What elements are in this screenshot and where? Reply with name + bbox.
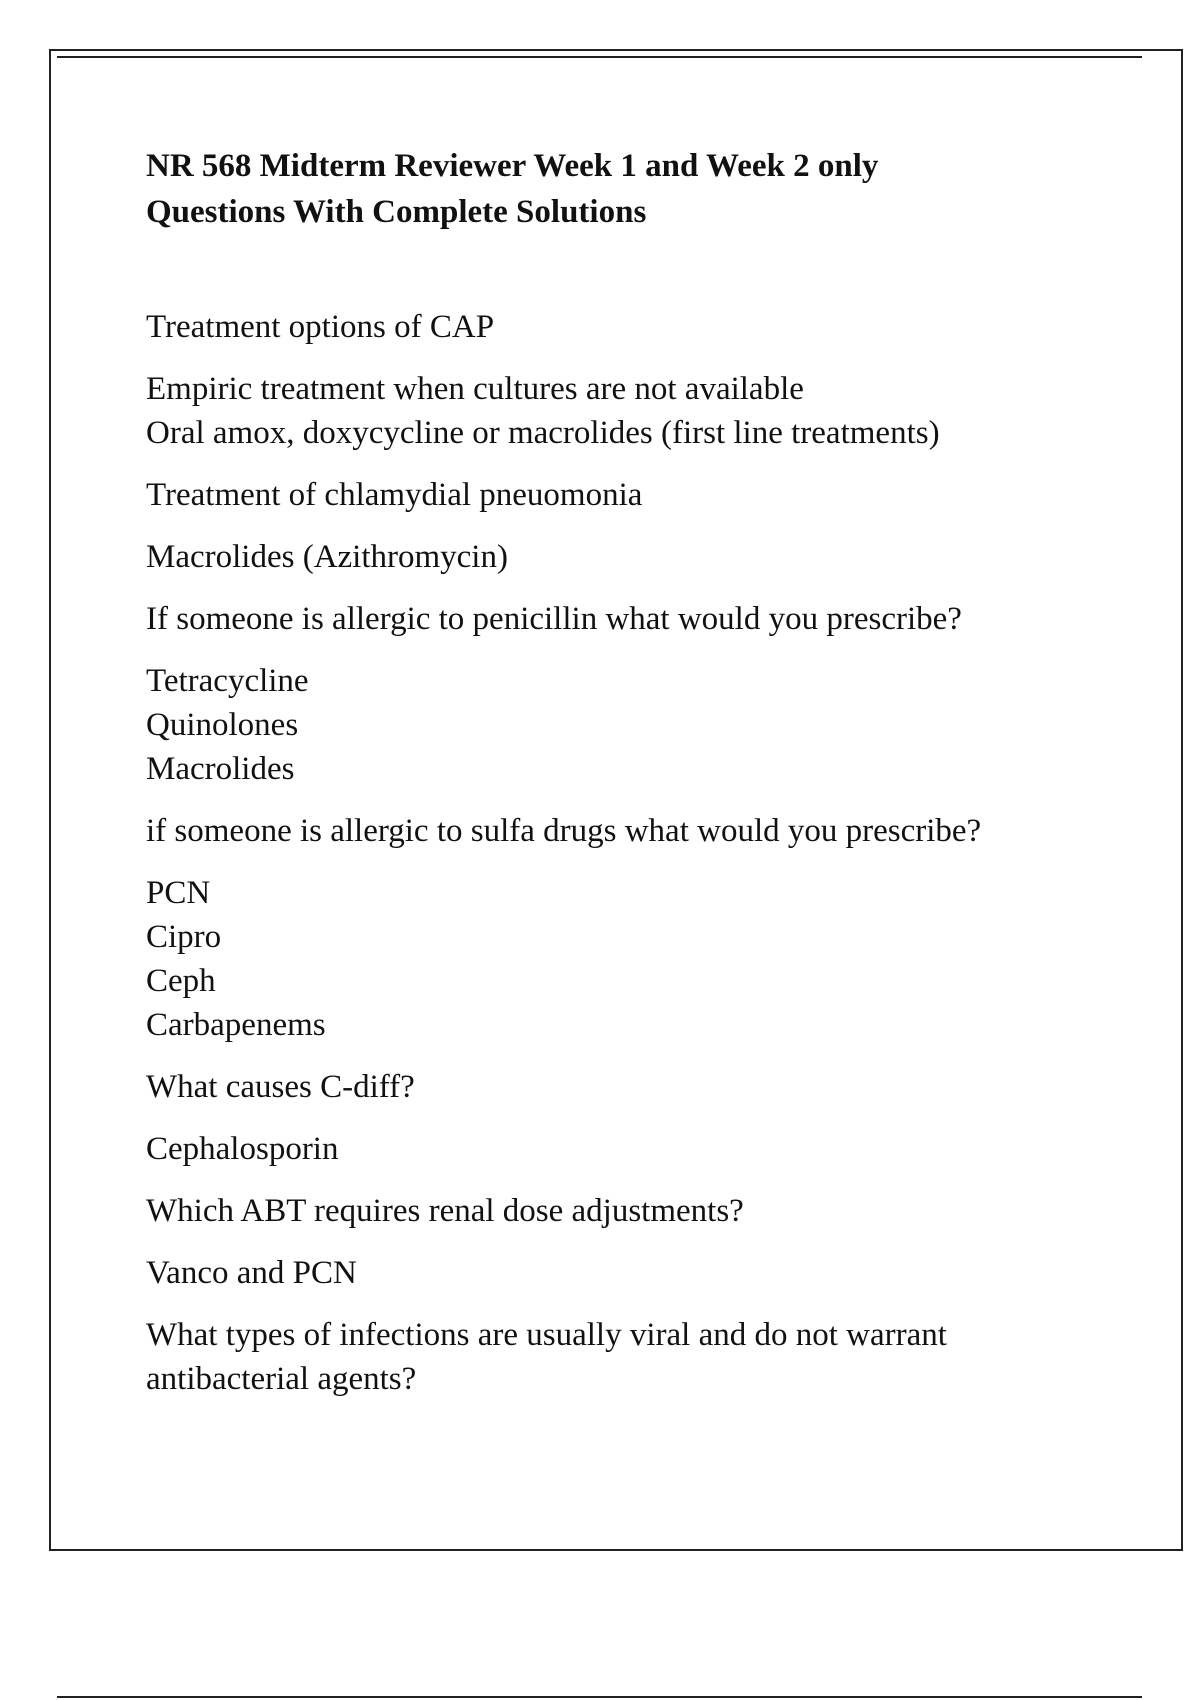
question-c-diff (146, 1065, 1106, 1109)
text-line: Oral amox, doxycycline or macrolides (first line treatments) (146, 415, 940, 451)
answer-c-diff (146, 1127, 1106, 1171)
text-line: What types of infections are usually viral and do not warrant (146, 1317, 947, 1353)
text-line: Cephalosporin (146, 1131, 339, 1167)
text-line: PCN (146, 875, 211, 911)
text-line: Cipro (146, 919, 222, 955)
bottom-rule (57, 1696, 1142, 1698)
text-line: Which ABT requires renal dose adjustments? (146, 1193, 744, 1229)
answer-renal-dose (146, 1251, 1106, 1295)
text-line: What causes C-diff? (146, 1069, 415, 1105)
question-penicillin-allergy (146, 597, 1106, 641)
question-sulfa-allergy (146, 809, 1106, 853)
text-line: Tetracycline (146, 663, 309, 699)
answer-chlamydial-treatment (146, 535, 1106, 579)
document-title (146, 143, 1106, 235)
qa-list (146, 305, 1106, 1401)
text-line: Treatment options of CAP (146, 309, 495, 345)
text-line: Carbapenems (146, 1007, 326, 1043)
text-line: Macrolides (146, 751, 295, 787)
question-chlamydial-treatment (146, 473, 1106, 517)
question-cap-treatment (146, 305, 1106, 349)
text-line: Treatment of chlamydial pneuomonia (146, 477, 643, 513)
text-line: If someone is allergic to penicillin what would you prescribe? (146, 601, 962, 637)
title-line-2: Questions With Complete Solutions (146, 194, 647, 230)
text-line: Ceph (146, 963, 216, 999)
top-rule (57, 56, 1142, 58)
answer-penicillin-allergy (146, 659, 1106, 791)
question-renal-dose (146, 1189, 1106, 1233)
text-line: Quinolones (146, 707, 299, 743)
text-line: if someone is allergic to sulfa drugs what would you prescribe? (146, 813, 982, 849)
text-line: Macrolides (Azithromycin) (146, 539, 508, 575)
text-line: Empiric treatment when cultures are not available (146, 371, 804, 407)
document-content (146, 143, 1106, 1419)
title-line-1: NR 568 Midterm Reviewer Week 1 and Week 2 only (146, 148, 879, 184)
question-viral-infections (146, 1313, 1106, 1401)
text-line: antibacterial agents? (146, 1361, 417, 1397)
answer-sulfa-allergy (146, 871, 1106, 1047)
answer-cap-treatment (146, 367, 1106, 455)
text-line: Vanco and PCN (146, 1255, 357, 1291)
